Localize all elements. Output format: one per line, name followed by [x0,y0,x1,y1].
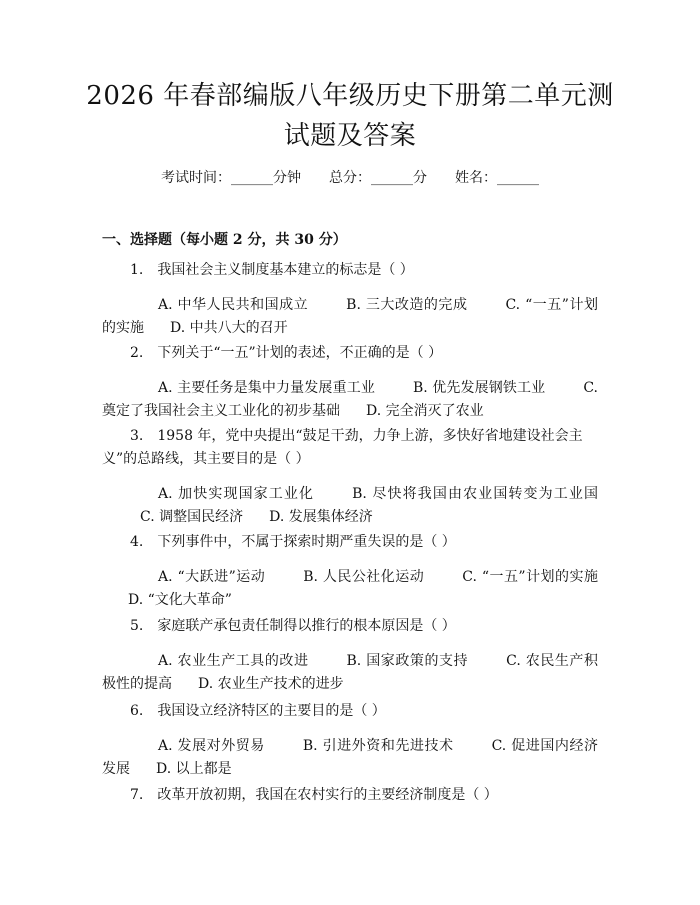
option-b: B. 引进外资和先进技术 [302,738,454,754]
option-b: B. 人民公社化运动 [303,569,425,585]
option-b: B. 三大改造的完成 [346,297,468,313]
question-1 [102,259,598,340]
option-d: D. 发展集体经济 [269,509,373,525]
exam-title-line-1: 2026 年春部编版八年级历史下册第二单元测 [86,81,614,111]
question-6 [102,700,598,781]
exam-title-line-2: 试题及答案 [283,121,417,151]
question-4 [102,531,598,612]
question-options [102,377,598,423]
option-c: C. “一五”计划的实施 [462,569,598,585]
question-5 [102,615,598,696]
option-d: D. “文化大革命” [128,592,232,608]
option-a: A. 加快实现国家工业化 [158,486,315,502]
option-a: A. “大跃进”运动 [158,569,266,585]
question-stem: 1. 我国社会主义制度基本建立的标志是（ ） [130,262,414,278]
question-options [102,650,598,696]
exam-title [70,76,630,156]
option-a: A. 中华人民共和国成立 [158,297,309,313]
option-d: D. 农业生产技术的进步 [198,676,344,692]
question-stem: 4. 下列事件中，不属于探索时期严重失误的是（ ） [130,534,456,550]
option-d: D. 中共八大的召开 [170,320,288,336]
question-options [102,566,598,612]
option-b: B. 优先发展钢铁工业 [412,380,546,396]
question-options [102,294,598,340]
option-a: A. 主要任务是集中力量发展重工业 [158,380,375,396]
question-3 [102,425,598,529]
option-c: C. “一五”计划的实施 [102,297,598,336]
option-a: A. 农业生产工具的改进 [158,653,309,669]
option-d: D. 以上都是 [156,761,232,777]
option-d: D. 完全消灭了农业 [366,403,484,419]
question-options [102,483,598,529]
option-b: B. 尽快将我国由农业国转变为工业国 [352,486,598,502]
option-c: C. 调整国民经济 [140,509,244,525]
question-stem: 2. 下列关于“一五”计划的表述，不正确的是（ ） [130,345,443,361]
question-stem: 7. 改革开放初期，我国在农村实行的主要经济制度是（ ） [130,787,498,803]
option-b: B. 国家政策的支持 [346,653,469,669]
exam-info-line: 考试时间：______分钟 总分：______分 姓名：______ [161,170,539,186]
option-c: C. 促进国内经济发展 [102,738,598,777]
section-heading: 一、选择题（每小题 2 分，共 30 分） [102,232,347,248]
question-7 [102,784,598,807]
option-c: C. 奠定了我国社会主义工业化的初步基础 [102,380,598,419]
question-stem: 6. 我国设立经济特区的主要目的是（ ） [130,703,386,719]
option-c: C. 农民生产积极性的提高 [102,653,598,692]
question-stem: 5. 家庭联产承包责任制得以推行的根本原因是（ ） [130,618,456,634]
question-options [102,735,598,781]
option-a: A. 发展对外贸易 [158,738,265,754]
question-stem: 3. 1958 年，党中央提出“鼓足干劲，力争上游，多快好省地建设社会主义”的总路线，其主要目的是（ ） [102,428,583,467]
question-2 [102,342,598,423]
